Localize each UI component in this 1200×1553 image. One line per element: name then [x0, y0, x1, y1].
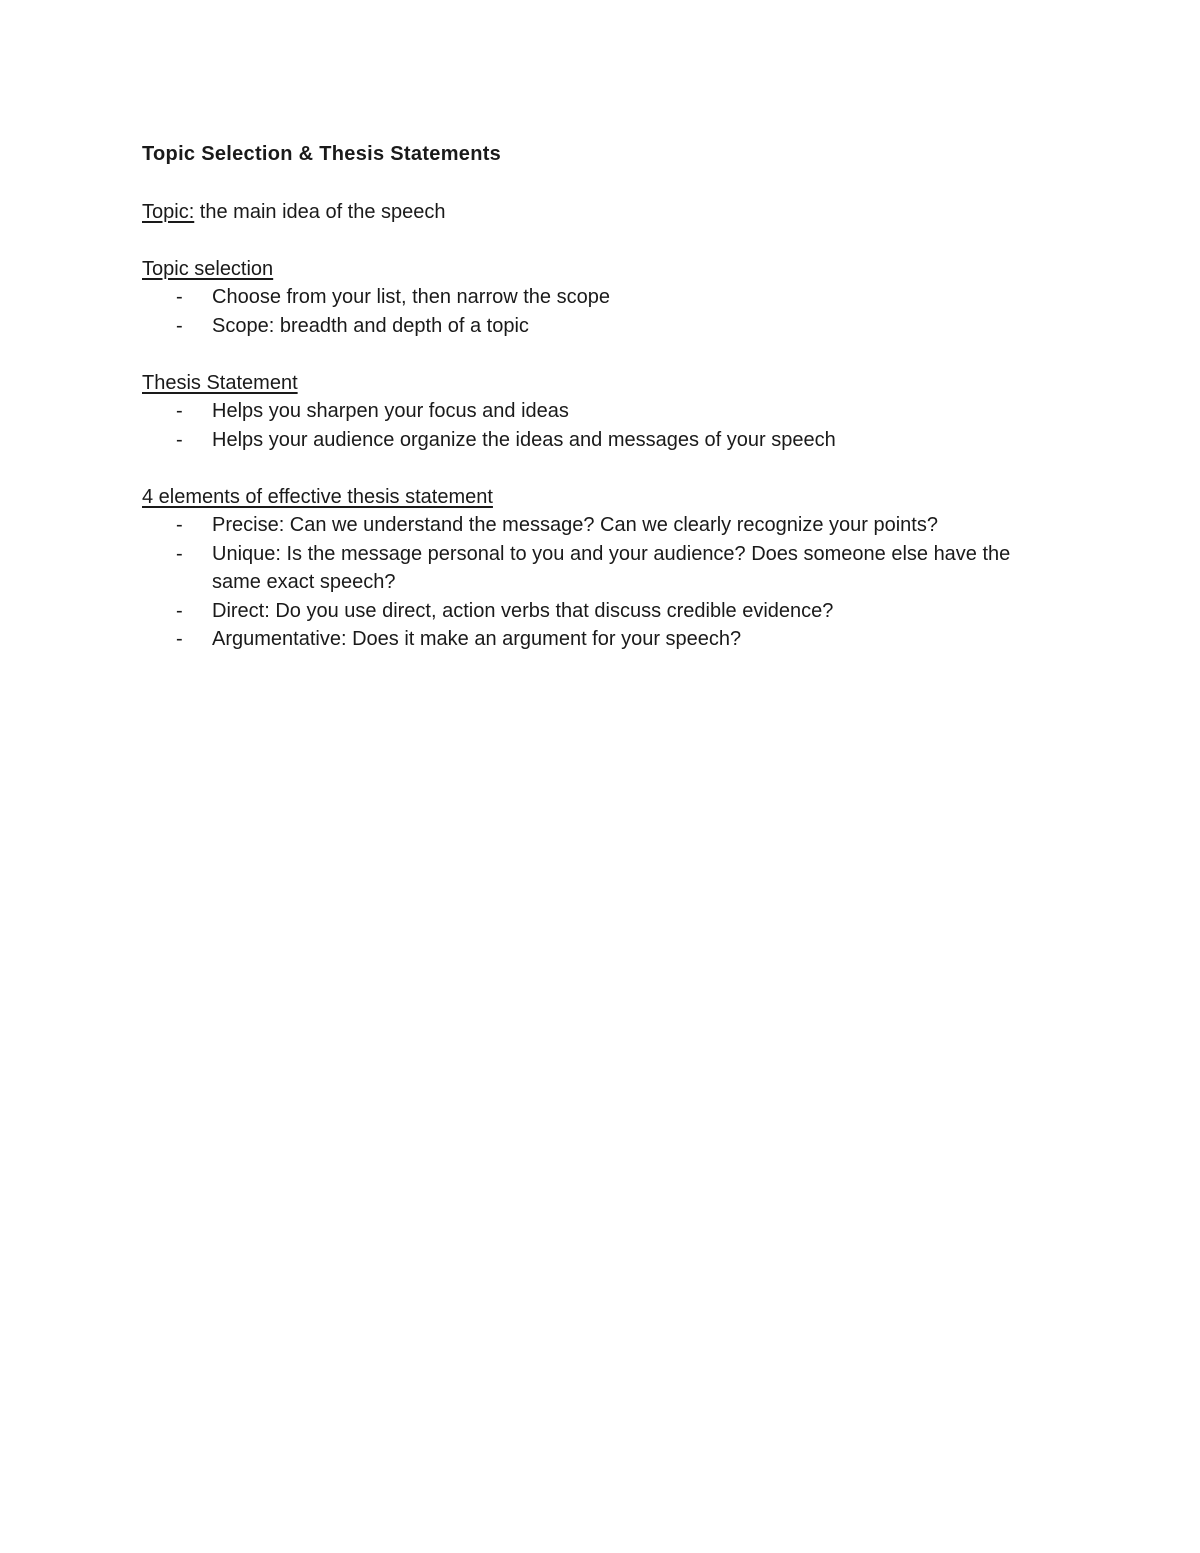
list-item-text: Helps your audience organize the ideas and messages of your speech	[212, 428, 836, 451]
topic-definition-term: Topic:	[142, 200, 195, 223]
bullet-dash: -	[176, 514, 183, 536]
bullet-list	[142, 511, 1062, 654]
bullet-list	[142, 397, 1062, 454]
section-heading: 4 elements of effective thesis statement	[142, 485, 493, 508]
topic-definition-text: the main idea of the speech	[194, 200, 446, 223]
section-heading: Topic selection	[142, 257, 274, 280]
bullet-dash: -	[176, 628, 183, 650]
section-heading: Thesis Statement	[142, 371, 298, 394]
section-topic-selection	[142, 255, 1062, 341]
bullet-dash: -	[176, 428, 183, 451]
section-thesis-statement	[142, 369, 1062, 455]
list-item	[142, 540, 1062, 597]
section-four-elements	[142, 483, 1062, 654]
list-item-text: Helps you sharpen your focus and ideas	[212, 400, 569, 422]
list-item-text: Precise: Can we understand the message? Can we clearly recognize your points?	[212, 514, 938, 536]
list-item	[142, 597, 1062, 626]
list-item-text: Unique: Is the message personal to you and your audience? Does someone else have the same exact speech?	[212, 542, 1011, 593]
bullet-dash: -	[176, 314, 183, 337]
list-item	[142, 511, 1062, 540]
topic-definition	[142, 198, 1062, 227]
list-item	[142, 426, 1062, 455]
list-item-text: Direct: Do you use direct, action verbs that discuss credible evidence?	[212, 599, 834, 622]
list-item	[142, 625, 1062, 654]
list-item-text: Argumentative: Does it make an argument for your speech?	[212, 628, 742, 650]
list-item-text: Scope: breadth and depth of a topic	[212, 314, 529, 337]
list-item	[142, 312, 1062, 341]
bullet-list	[142, 283, 1062, 340]
bullet-dash: -	[176, 599, 183, 622]
document-title: Topic Selection & Thesis Statements	[142, 143, 502, 165]
list-item	[142, 397, 1062, 426]
list-item	[142, 283, 1062, 312]
bullet-dash: -	[176, 400, 183, 422]
bullet-dash: -	[176, 542, 183, 565]
bullet-dash: -	[176, 286, 183, 308]
list-item-text: Choose from your list, then narrow the scope	[212, 286, 610, 308]
document-body	[142, 140, 1062, 682]
